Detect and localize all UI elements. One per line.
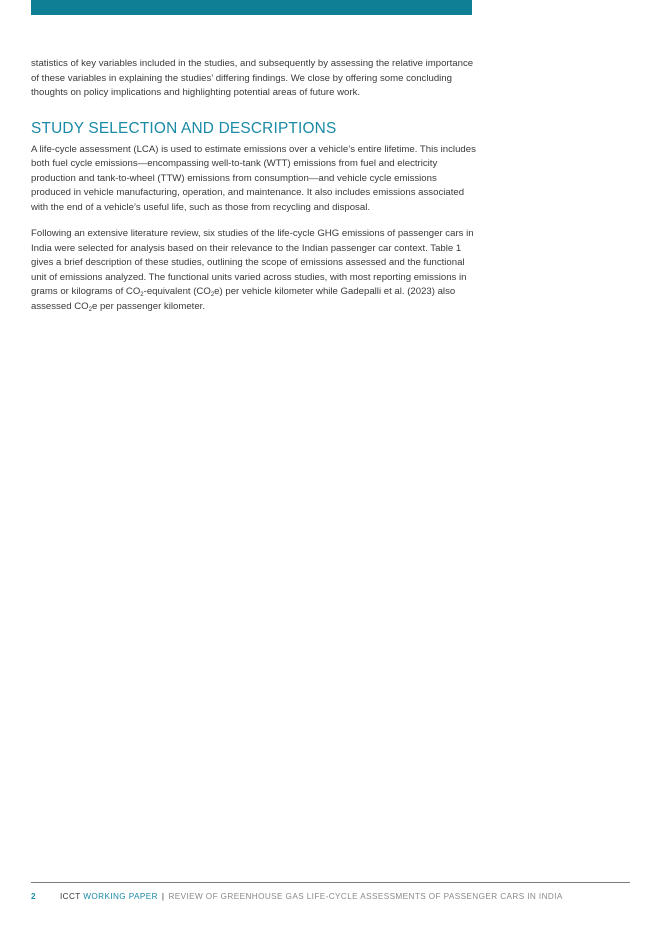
review-text-part4: e per passenger kilometer. bbox=[91, 300, 205, 312]
main-content bbox=[31, 57, 476, 314]
footer-series: WORKING PAPER bbox=[83, 892, 158, 901]
footer-separator: | bbox=[161, 892, 165, 901]
co2-subscript: 2 bbox=[88, 306, 92, 313]
co2-subscript: 2 bbox=[210, 292, 215, 298]
literature-review-paragraph bbox=[31, 227, 476, 314]
intro-paragraph: statistics of key variables included in the studies, and subsequently by assessing the relative importance of these variables in explaining the studies’ differing findings. We close by offering some concluding thoughts on policy implications and highlighting potential areas of future work. bbox=[31, 58, 474, 98]
review-text-part2: -equivalent (CO bbox=[143, 286, 211, 297]
footer-org: ICCT bbox=[60, 892, 81, 901]
review-text-part1: Following an extensive literature review, six studies of the life-cycle GHG emissions of passenger cars in India were selected for analysis based on their relevance to the Indian passenger car context. Table 1 gives a brief description of these studies, outlining the scope of emissions assessed and the functional unit of emissions analyzed. The functional units varied across studies, with most reporting emissions in grams or kilograms of CO bbox=[31, 228, 474, 297]
footer-document-title: REVIEW OF GREENHOUSE GAS LIFE-CYCLE ASSESSMENTS OF PASSENGER CARS IN INDIA bbox=[168, 892, 563, 901]
co2-subscript: 2 bbox=[140, 292, 144, 298]
footer-divider bbox=[31, 882, 630, 883]
page-number: 2 bbox=[31, 892, 36, 901]
page-footer bbox=[31, 892, 631, 901]
section-heading: STUDY SELECTION AND DESCRIPTIONS bbox=[31, 119, 337, 137]
review-text-part3: e) per vehicle kilometer while Gadepalli et al. (2023) also assessed CO bbox=[31, 286, 456, 312]
lca-paragraph: A life-cycle assessment (LCA) is used to estimate emissions over a vehicle’s entire lifetime. This includes both fuel cycle emissions—encompassing well-to-tank (WTT) emissions from fuel and electricity production and tank-to-wheel (TTW) emissions from consumption—and vehicle cycle emissions produced in vehicle manufacturing, operation, and maintenance. It also includes emissions associated with the end of a vehicle’s useful life, such as those from recycling and disposal. bbox=[31, 143, 476, 213]
header-accent-bar bbox=[31, 0, 472, 15]
